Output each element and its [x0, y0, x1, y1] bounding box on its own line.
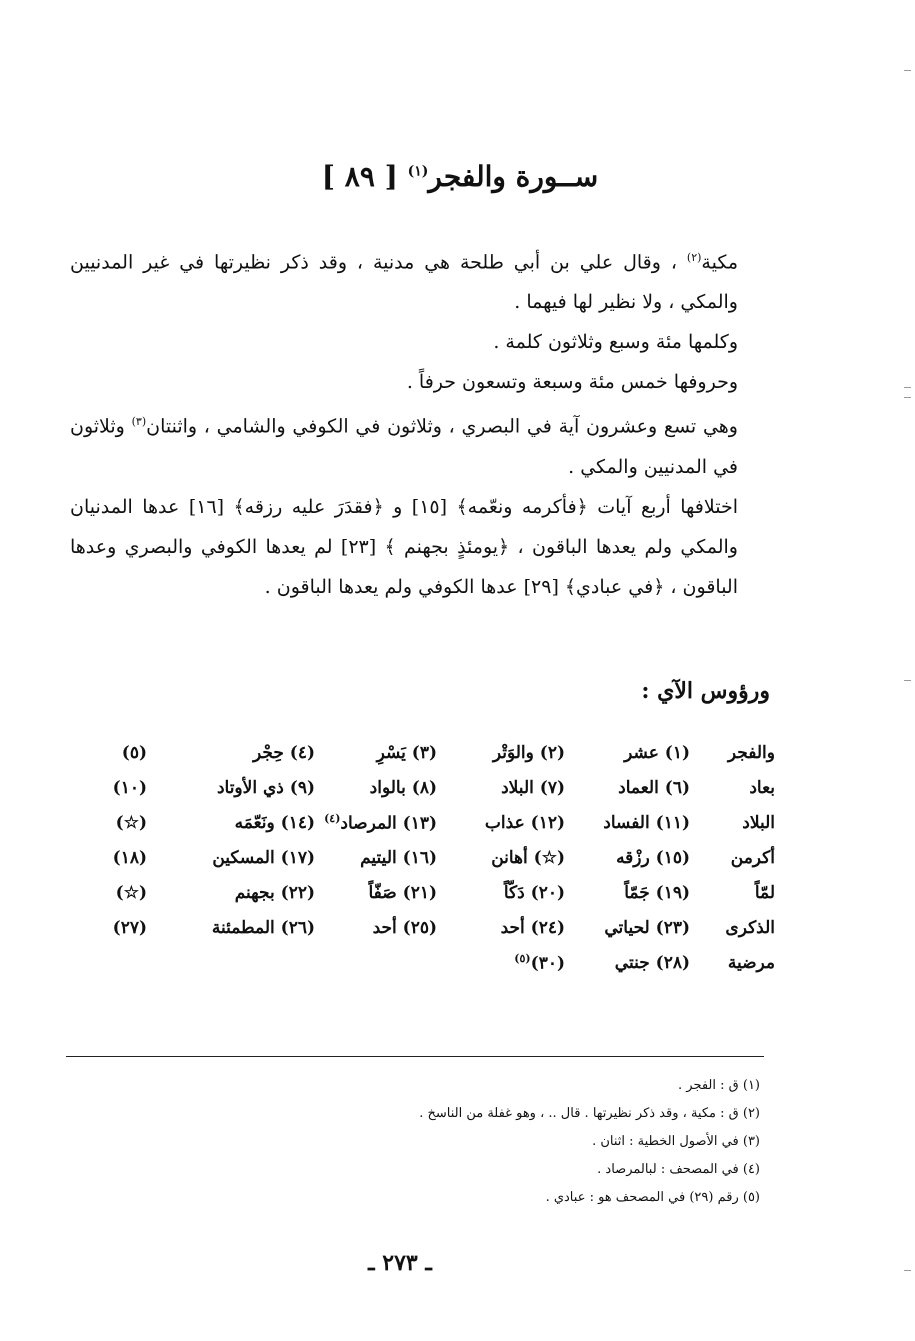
edge-mark [904, 387, 911, 388]
footnote-ref: (٢) [686, 251, 702, 264]
title-note-ref: (١) [407, 163, 429, 180]
verse-row: والفجر (١) عشر (٢) والوَتْر (٣) يَسْرِ (٤) حِجْر (٥) [121, 742, 775, 763]
paragraph: وكلمها مئة وسبع وثلاثون كلمة . [493, 331, 738, 354]
verse-heads-heading: ورؤوس الآي : [641, 678, 770, 704]
surah-title [250, 160, 670, 193]
verse-row: بعاد (٦) العماد (٧) البلاد (٨) بالواد (٩) ذي الأوتاد (١٠) [112, 777, 775, 798]
verse-row: الذكرى (٢٣) لحياتي (٢٤) أحد (٢٥) أحد (٢٦) المطمئنة (٢٧) [112, 917, 775, 938]
edge-mark [904, 397, 911, 398]
verse-row: أكرمن (١٥) رزْقه (☆) أهانن (١٦) اليتيم (١٧) المسكين (١٨) [112, 847, 775, 868]
footnote-divider [66, 1056, 764, 1057]
footnote: (٣) في الأصول الخطية : اثنان . [592, 1134, 760, 1149]
verse-row: مرضية (٢٨) جنتي (٣٠)$^{(٥)}$ [514, 951, 775, 974]
edge-mark [904, 680, 911, 681]
footnote: (٥) رقم (٢٩) في المصحف هو : عبادي . [545, 1190, 760, 1205]
verse-heads-grid [70, 735, 775, 980]
footnotes [300, 1072, 760, 1212]
paragraph: وهي تسع وعشرون آية في البصري ، وثلاثون في الكوفي والشامي ، واثنتان$^{(٣)}$ وثلاثون في المدنيين والمكي . [70, 415, 738, 478]
surah-number: [ ٨٩ ] [321, 160, 398, 193]
intro-text [70, 238, 782, 607]
footnote: (٤) في المصحف : لبالمرصاد . [597, 1162, 760, 1177]
footnote: (٢) ق : مكية ، وقد ذكر نظيرتها . قال .. ، وهو غفلة من الناسخ . [419, 1106, 760, 1121]
paragraph: اختلافها أربع آيات ﴿فأكرمه ونعّمه﴾ [١٥] و ﴿فقدَرَ عليه رزقه﴾ [١٦] عدها المدنيان والمكي ولم يعدها الباقون ، ﴿يومئذٍ بجهنم ﴾ [٢٣] لم يعدها الكوفي والبصري وعدها الباقون ، ﴿في عبادي﴾ [٢٩] عدها الكوفي ولم يعدها الباقون . [70, 495, 738, 598]
page-number: ـ ٢٧٣ ـ [368, 1250, 432, 1276]
paragraph: وحروفها خمس مئة وسبعة وتسعون حرفاً . [406, 371, 738, 394]
surah-name: ســورة والفجر [428, 160, 599, 193]
footnote: (١) ق : الفجر . [678, 1078, 760, 1093]
paragraph: مكية$^{(٢)}$ ، وقال علي بن أبي طلحة هي مدنية ، وقد ذكر نظيرتها في غير المدنيين والمكي ، ولا نظير لها فيهما . [70, 251, 738, 314]
footnote-ref: (٥) [514, 951, 531, 965]
footnote-ref: (٣) [131, 415, 147, 429]
verse-row: لمّاً (١٩) جَمّاً (٢٠) دَكّاً (٢١) صَفّاً (٢٢) بجهنم (☆) [115, 882, 775, 903]
verse-row: البلاد (١١) الفساد (١٢) عذاب (١٣) المرصاد$^{(٤)}$ (١٤) ونَعّمَه (☆) [115, 811, 775, 834]
edge-mark [904, 1270, 911, 1271]
edge-mark [904, 70, 911, 71]
footnote-ref: (٤) [324, 811, 341, 825]
